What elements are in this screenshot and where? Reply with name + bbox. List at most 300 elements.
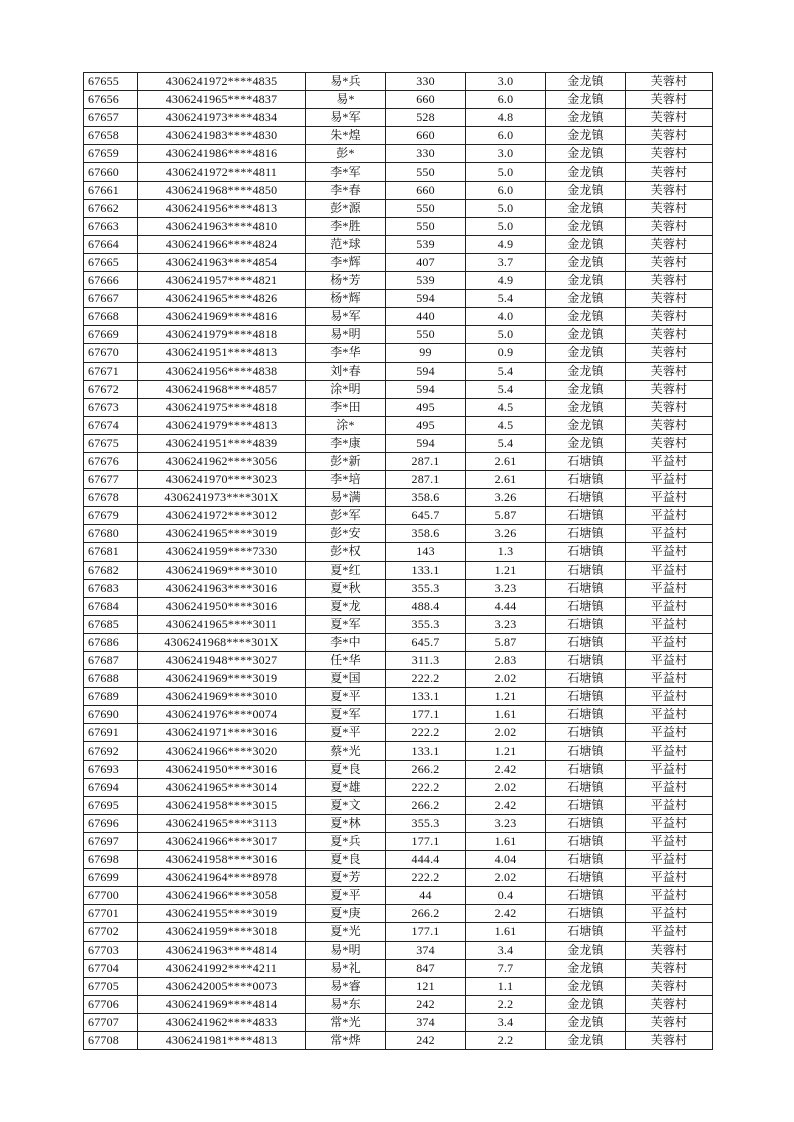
table-row: [84, 670, 713, 688]
row-number-cell: 67665: [84, 253, 138, 271]
town-cell: 石塘镇: [546, 778, 626, 796]
town-cell: 金龙镇: [546, 1013, 626, 1031]
town-cell: 石塘镇: [546, 706, 626, 724]
village-cell: 芙蓉村: [626, 199, 713, 217]
village-cell: 平益村: [626, 724, 713, 742]
table-row: [84, 579, 713, 597]
id-number-cell: 4306241958****3016: [138, 851, 306, 869]
town-cell: 石塘镇: [546, 670, 626, 688]
id-number-cell: 4306241951****4839: [138, 434, 306, 452]
person-name-cell: 彭*源: [306, 199, 386, 217]
id-number-cell: 4306241963****4814: [138, 941, 306, 959]
quantity-cell: 1.21: [466, 742, 546, 760]
village-cell: 芙蓉村: [626, 344, 713, 362]
table-row: [84, 199, 713, 217]
quantity-cell: 1.21: [466, 561, 546, 579]
row-number-cell: 67668: [84, 308, 138, 326]
amount-cell: 355.3: [386, 814, 466, 832]
village-cell: 平益村: [626, 851, 713, 869]
id-number-cell: 4306241963****4810: [138, 217, 306, 235]
town-cell: 石塘镇: [546, 633, 626, 651]
row-number-cell: 67677: [84, 471, 138, 489]
quantity-cell: 2.2: [466, 1031, 546, 1049]
village-cell: 芙蓉村: [626, 217, 713, 235]
id-number-cell: 4306241979****4818: [138, 326, 306, 344]
quantity-cell: 1.1: [466, 977, 546, 995]
person-name-cell: 常*光: [306, 1013, 386, 1031]
id-number-cell: 4306241981****4813: [138, 1031, 306, 1049]
table-row: [84, 959, 713, 977]
table-row: [84, 253, 713, 271]
amount-cell: 645.7: [386, 633, 466, 651]
id-number-cell: 4306241958****3015: [138, 796, 306, 814]
row-number-cell: 67656: [84, 91, 138, 109]
quantity-cell: 1.21: [466, 688, 546, 706]
village-cell: 芙蓉村: [626, 326, 713, 344]
row-number-cell: 67692: [84, 742, 138, 760]
id-number-cell: 4306241948****3027: [138, 652, 306, 670]
quantity-cell: 2.2: [466, 995, 546, 1013]
table-row: [84, 706, 713, 724]
quantity-cell: 5.4: [466, 380, 546, 398]
town-cell: 金龙镇: [546, 977, 626, 995]
row-number-cell: 67694: [84, 778, 138, 796]
village-cell: 平益村: [626, 742, 713, 760]
row-number-cell: 67696: [84, 814, 138, 832]
village-cell: 芙蓉村: [626, 1013, 713, 1031]
town-cell: 金龙镇: [546, 127, 626, 145]
table-row: [84, 543, 713, 561]
table-row: [84, 851, 713, 869]
row-number-cell: 67672: [84, 380, 138, 398]
village-cell: 平益村: [626, 489, 713, 507]
town-cell: 金龙镇: [546, 362, 626, 380]
village-cell: 芙蓉村: [626, 434, 713, 452]
person-name-cell: 杨*辉: [306, 290, 386, 308]
town-cell: 石塘镇: [546, 869, 626, 887]
row-number-cell: 67708: [84, 1031, 138, 1049]
quantity-cell: 2.02: [466, 778, 546, 796]
town-cell: 金龙镇: [546, 235, 626, 253]
person-name-cell: 李*华: [306, 344, 386, 362]
table-row: [84, 91, 713, 109]
town-cell: 金龙镇: [546, 380, 626, 398]
table-row: [84, 398, 713, 416]
row-number-cell: 67700: [84, 887, 138, 905]
quantity-cell: 3.7: [466, 253, 546, 271]
village-cell: 平益村: [626, 905, 713, 923]
amount-cell: 287.1: [386, 471, 466, 489]
person-name-cell: 涂*明: [306, 380, 386, 398]
town-cell: 石塘镇: [546, 579, 626, 597]
quantity-cell: 4.5: [466, 398, 546, 416]
village-cell: 平益村: [626, 832, 713, 850]
table-row: [84, 760, 713, 778]
id-number-cell: 4306241965****3019: [138, 525, 306, 543]
row-number-cell: 67687: [84, 652, 138, 670]
amount-cell: 222.2: [386, 869, 466, 887]
id-number-cell: 4306241972****4835: [138, 73, 306, 91]
amount-cell: 594: [386, 362, 466, 380]
quantity-cell: 2.02: [466, 670, 546, 688]
quantity-cell: 3.23: [466, 579, 546, 597]
person-name-cell: 夏*光: [306, 923, 386, 941]
village-cell: 平益村: [626, 471, 713, 489]
person-name-cell: 易*军: [306, 308, 386, 326]
amount-cell: 222.2: [386, 724, 466, 742]
table-row: [84, 832, 713, 850]
table-row: [84, 688, 713, 706]
person-name-cell: 李*培: [306, 471, 386, 489]
amount-cell: 594: [386, 434, 466, 452]
village-cell: 平益村: [626, 796, 713, 814]
table-row: [84, 489, 713, 507]
row-number-cell: 67695: [84, 796, 138, 814]
table-row: [84, 434, 713, 452]
amount-cell: 488.4: [386, 597, 466, 615]
table-row: [84, 326, 713, 344]
quantity-cell: 3.23: [466, 615, 546, 633]
town-cell: 金龙镇: [546, 941, 626, 959]
person-name-cell: 杨*芳: [306, 272, 386, 290]
row-number-cell: 67707: [84, 1013, 138, 1031]
village-cell: 芙蓉村: [626, 977, 713, 995]
id-number-cell: 4306241972****4811: [138, 163, 306, 181]
town-cell: 金龙镇: [546, 959, 626, 977]
quantity-cell: 2.42: [466, 760, 546, 778]
village-cell: 芙蓉村: [626, 235, 713, 253]
quantity-cell: 2.42: [466, 905, 546, 923]
village-cell: 平益村: [626, 814, 713, 832]
quantity-cell: 1.61: [466, 706, 546, 724]
person-name-cell: 夏*林: [306, 814, 386, 832]
amount-cell: 330: [386, 145, 466, 163]
id-number-cell: 4306241966****3017: [138, 832, 306, 850]
id-number-cell: 4306241970****3023: [138, 471, 306, 489]
person-name-cell: 李*康: [306, 434, 386, 452]
person-name-cell: 任*华: [306, 652, 386, 670]
amount-cell: 660: [386, 91, 466, 109]
id-number-cell: 4306241950****3016: [138, 760, 306, 778]
town-cell: 金龙镇: [546, 1031, 626, 1049]
quantity-cell: 2.61: [466, 471, 546, 489]
amount-cell: 358.6: [386, 489, 466, 507]
town-cell: 金龙镇: [546, 145, 626, 163]
amount-cell: 847: [386, 959, 466, 977]
id-number-cell: 4306241979****4813: [138, 416, 306, 434]
person-name-cell: 夏*平: [306, 724, 386, 742]
quantity-cell: 4.04: [466, 851, 546, 869]
id-number-cell: 4306241966****3058: [138, 887, 306, 905]
row-number-cell: 67658: [84, 127, 138, 145]
row-number-cell: 67679: [84, 507, 138, 525]
quantity-cell: 5.0: [466, 163, 546, 181]
data-table: [83, 72, 713, 1050]
id-number-cell: 4306241969****3010: [138, 688, 306, 706]
amount-cell: 242: [386, 1031, 466, 1049]
row-number-cell: 67698: [84, 851, 138, 869]
town-cell: 石塘镇: [546, 851, 626, 869]
person-name-cell: 夏*兵: [306, 832, 386, 850]
row-number-cell: 67688: [84, 670, 138, 688]
id-number-cell: 4306241956****4813: [138, 199, 306, 217]
village-cell: 平益村: [626, 887, 713, 905]
village-cell: 平益村: [626, 869, 713, 887]
id-number-cell: 4306241966****4824: [138, 235, 306, 253]
id-number-cell: 4306241959****7330: [138, 543, 306, 561]
village-cell: 平益村: [626, 670, 713, 688]
table-row: [84, 471, 713, 489]
quantity-cell: 2.02: [466, 724, 546, 742]
table-row: [84, 73, 713, 91]
person-name-cell: 彭*权: [306, 543, 386, 561]
id-number-cell: 4306241962****4833: [138, 1013, 306, 1031]
amount-cell: 495: [386, 398, 466, 416]
row-number-cell: 67682: [84, 561, 138, 579]
person-name-cell: 李*辉: [306, 253, 386, 271]
village-cell: 芙蓉村: [626, 109, 713, 127]
town-cell: 石塘镇: [546, 652, 626, 670]
village-cell: 芙蓉村: [626, 181, 713, 199]
village-cell: 芙蓉村: [626, 995, 713, 1013]
row-number-cell: 67690: [84, 706, 138, 724]
quantity-cell: 3.26: [466, 525, 546, 543]
amount-cell: 407: [386, 253, 466, 271]
quantity-cell: 6.0: [466, 91, 546, 109]
quantity-cell: 4.0: [466, 308, 546, 326]
id-number-cell: 4306241956****4838: [138, 362, 306, 380]
town-cell: 金龙镇: [546, 344, 626, 362]
amount-cell: 311.3: [386, 652, 466, 670]
table-row: [84, 380, 713, 398]
village-cell: 平益村: [626, 615, 713, 633]
quantity-cell: 0.9: [466, 344, 546, 362]
table-row: [84, 1031, 713, 1049]
person-name-cell: 彭*: [306, 145, 386, 163]
village-cell: 平益村: [626, 543, 713, 561]
table-row: [84, 272, 713, 290]
person-name-cell: 夏*雄: [306, 778, 386, 796]
person-name-cell: 李*军: [306, 163, 386, 181]
person-name-cell: 刘*春: [306, 362, 386, 380]
row-number-cell: 67681: [84, 543, 138, 561]
quantity-cell: 3.23: [466, 814, 546, 832]
table-row: [84, 308, 713, 326]
amount-cell: 355.3: [386, 615, 466, 633]
town-cell: 石塘镇: [546, 688, 626, 706]
town-cell: 石塘镇: [546, 452, 626, 470]
amount-cell: 355.3: [386, 579, 466, 597]
quantity-cell: 5.4: [466, 362, 546, 380]
row-number-cell: 67686: [84, 633, 138, 651]
town-cell: 金龙镇: [546, 290, 626, 308]
village-cell: 芙蓉村: [626, 145, 713, 163]
row-number-cell: 67704: [84, 959, 138, 977]
row-number-cell: 67664: [84, 235, 138, 253]
amount-cell: 594: [386, 380, 466, 398]
quantity-cell: 6.0: [466, 127, 546, 145]
id-number-cell: 4306241963****3016: [138, 579, 306, 597]
village-cell: 芙蓉村: [626, 941, 713, 959]
table-row: [84, 814, 713, 832]
amount-cell: 177.1: [386, 923, 466, 941]
row-number-cell: 67702: [84, 923, 138, 941]
row-number-cell: 67701: [84, 905, 138, 923]
amount-cell: 539: [386, 235, 466, 253]
amount-cell: 133.1: [386, 688, 466, 706]
row-number-cell: 67680: [84, 525, 138, 543]
id-number-cell: 4306241971****3016: [138, 724, 306, 742]
quantity-cell: 4.9: [466, 235, 546, 253]
town-cell: 石塘镇: [546, 615, 626, 633]
id-number-cell: 4306241968****4850: [138, 181, 306, 199]
village-cell: 芙蓉村: [626, 290, 713, 308]
town-cell: 金龙镇: [546, 109, 626, 127]
person-name-cell: 夏*良: [306, 851, 386, 869]
village-cell: 平益村: [626, 507, 713, 525]
village-cell: 平益村: [626, 778, 713, 796]
amount-cell: 550: [386, 163, 466, 181]
row-number-cell: 67666: [84, 272, 138, 290]
village-cell: 平益村: [626, 923, 713, 941]
table-row: [84, 724, 713, 742]
row-number-cell: 67670: [84, 344, 138, 362]
row-number-cell: 67691: [84, 724, 138, 742]
person-name-cell: 蔡*光: [306, 742, 386, 760]
person-name-cell: 夏*红: [306, 561, 386, 579]
table-row: [84, 869, 713, 887]
village-cell: 芙蓉村: [626, 127, 713, 145]
person-name-cell: 易*: [306, 91, 386, 109]
village-cell: 芙蓉村: [626, 398, 713, 416]
table-row: [84, 1013, 713, 1031]
town-cell: 金龙镇: [546, 398, 626, 416]
town-cell: 金龙镇: [546, 199, 626, 217]
id-number-cell: 4306241975****4818: [138, 398, 306, 416]
table-row: [84, 796, 713, 814]
quantity-cell: 5.87: [466, 507, 546, 525]
town-cell: 金龙镇: [546, 308, 626, 326]
town-cell: 金龙镇: [546, 163, 626, 181]
quantity-cell: 1.3: [466, 543, 546, 561]
town-cell: 石塘镇: [546, 525, 626, 543]
id-number-cell: 4306241972****3012: [138, 507, 306, 525]
table-row: [84, 507, 713, 525]
quantity-cell: 0.4: [466, 887, 546, 905]
town-cell: 石塘镇: [546, 543, 626, 561]
village-cell: 平益村: [626, 633, 713, 651]
town-cell: 石塘镇: [546, 724, 626, 742]
town-cell: 金龙镇: [546, 73, 626, 91]
amount-cell: 550: [386, 199, 466, 217]
quantity-cell: 2.83: [466, 652, 546, 670]
id-number-cell: 4306241950****3016: [138, 597, 306, 615]
amount-cell: 645.7: [386, 507, 466, 525]
id-number-cell: 4306241973****301X: [138, 489, 306, 507]
table-row: [84, 127, 713, 145]
amount-cell: 222.2: [386, 670, 466, 688]
table-body: [84, 73, 713, 1050]
person-name-cell: 朱*煌: [306, 127, 386, 145]
id-number-cell: 4306241976****0074: [138, 706, 306, 724]
row-number-cell: 67663: [84, 217, 138, 235]
table-row: [84, 633, 713, 651]
id-number-cell: 4306241968****4857: [138, 380, 306, 398]
row-number-cell: 67693: [84, 760, 138, 778]
row-number-cell: 67685: [84, 615, 138, 633]
town-cell: 石塘镇: [546, 507, 626, 525]
amount-cell: 177.1: [386, 706, 466, 724]
town-cell: 石塘镇: [546, 760, 626, 778]
row-number-cell: 67689: [84, 688, 138, 706]
amount-cell: 121: [386, 977, 466, 995]
amount-cell: 44: [386, 887, 466, 905]
village-cell: 芙蓉村: [626, 959, 713, 977]
amount-cell: 99: [386, 344, 466, 362]
table-row: [84, 344, 713, 362]
village-cell: 芙蓉村: [626, 308, 713, 326]
village-cell: 平益村: [626, 525, 713, 543]
town-cell: 石塘镇: [546, 489, 626, 507]
table-row: [84, 597, 713, 615]
table-row: [84, 561, 713, 579]
village-cell: 平益村: [626, 688, 713, 706]
amount-cell: 266.2: [386, 760, 466, 778]
person-name-cell: 李*田: [306, 398, 386, 416]
table-row: [84, 941, 713, 959]
town-cell: 石塘镇: [546, 597, 626, 615]
table-row: [84, 416, 713, 434]
person-name-cell: 易*睿: [306, 977, 386, 995]
id-number-cell: 4306241986****4816: [138, 145, 306, 163]
table-row: [84, 652, 713, 670]
quantity-cell: 1.61: [466, 923, 546, 941]
table-row: [84, 525, 713, 543]
id-number-cell: 4306241973****4834: [138, 109, 306, 127]
quantity-cell: 4.44: [466, 597, 546, 615]
town-cell: 石塘镇: [546, 887, 626, 905]
town-cell: 石塘镇: [546, 561, 626, 579]
row-number-cell: 67667: [84, 290, 138, 308]
person-name-cell: 夏*芳: [306, 869, 386, 887]
id-number-cell: 4306241959****3018: [138, 923, 306, 941]
row-number-cell: 67655: [84, 73, 138, 91]
table-row: [84, 163, 713, 181]
table-row: [84, 145, 713, 163]
person-name-cell: 彭*新: [306, 452, 386, 470]
row-number-cell: 67673: [84, 398, 138, 416]
quantity-cell: 2.42: [466, 796, 546, 814]
table-row: [84, 181, 713, 199]
person-name-cell: 夏*龙: [306, 597, 386, 615]
person-name-cell: 李*胜: [306, 217, 386, 235]
person-name-cell: 彭*军: [306, 507, 386, 525]
person-name-cell: 易*明: [306, 941, 386, 959]
village-cell: 芙蓉村: [626, 362, 713, 380]
id-number-cell: 4306241966****3020: [138, 742, 306, 760]
row-number-cell: 67675: [84, 434, 138, 452]
row-number-cell: 67661: [84, 181, 138, 199]
town-cell: 石塘镇: [546, 796, 626, 814]
row-number-cell: 67703: [84, 941, 138, 959]
village-cell: 芙蓉村: [626, 272, 713, 290]
town-cell: 石塘镇: [546, 832, 626, 850]
amount-cell: 287.1: [386, 452, 466, 470]
amount-cell: 440: [386, 308, 466, 326]
id-number-cell: 4306242005****0073: [138, 977, 306, 995]
table-row: [84, 362, 713, 380]
id-number-cell: 4306241957****4821: [138, 272, 306, 290]
